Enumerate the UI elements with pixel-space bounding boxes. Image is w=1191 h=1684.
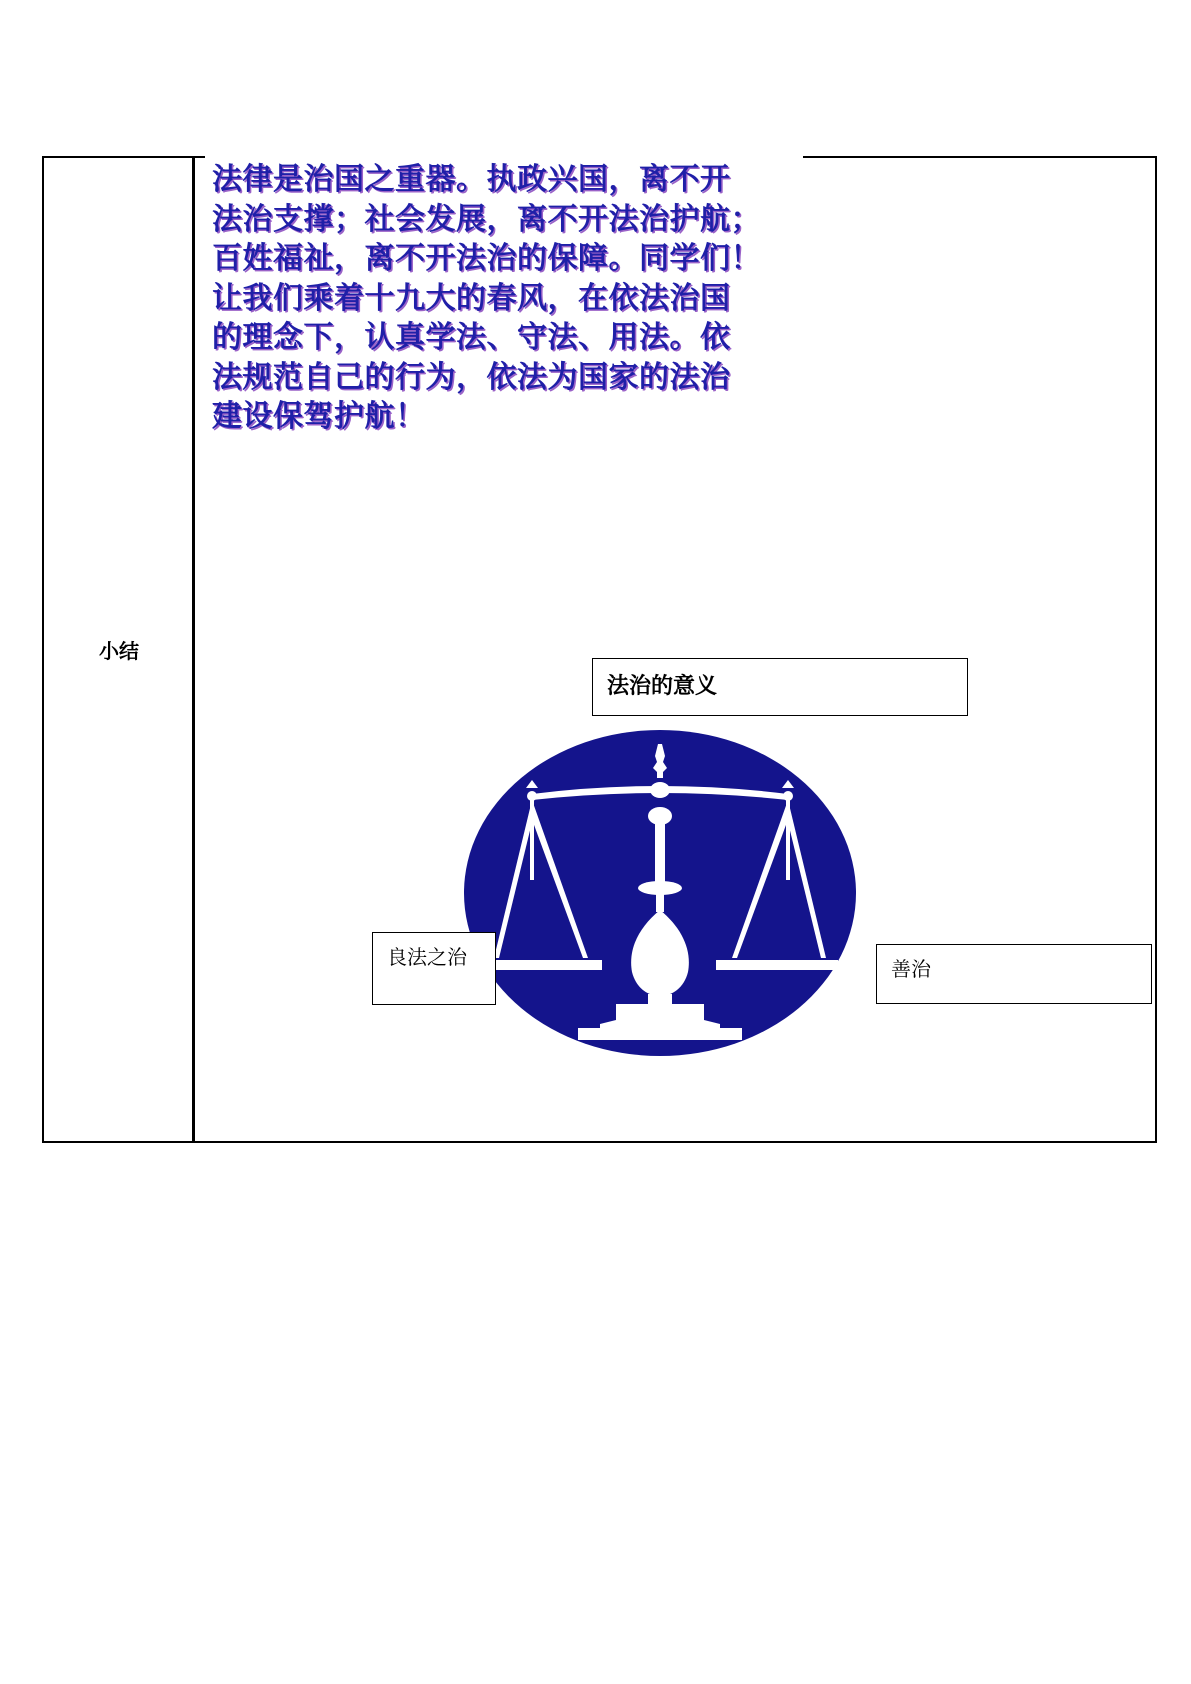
summary-line: 法律是治国之重器。执政兴国，离不开 [212,162,731,197]
summary-line: 法治支撑；社会发展，离不开法治护航； [212,201,761,237]
row-label: 小结 [99,639,139,663]
summary-line: 的理念下，认真学法、守法、用法。依 [212,320,731,355]
good-governance-box [876,944,1152,1004]
rule-of-law-significance-box [592,658,968,716]
table-border-top-right [803,156,1157,158]
row-label-cell [44,157,194,1142]
summary-paragraph [212,160,802,437]
summary-line: 让我们乘着十九大的春风，在依法治国 [212,280,731,316]
good-governance-label: 善治 [891,957,931,981]
good-law-box [372,932,496,1005]
rule-of-law-significance-label: 法治的意义 [607,674,718,699]
summary-line: 建设保驾护航！ [212,399,426,434]
scales-of-justice-icon [460,728,860,1060]
summary-line: 法规范自己的行为，依法为国家的法治 [212,359,731,395]
table-border-right [1155,156,1157,1143]
table-border-bottom [42,1141,1157,1143]
good-law-label: 良法之治 [387,945,467,969]
summary-line: 百姓福祉，离不开法治的保障。同学们！ [212,241,761,276]
